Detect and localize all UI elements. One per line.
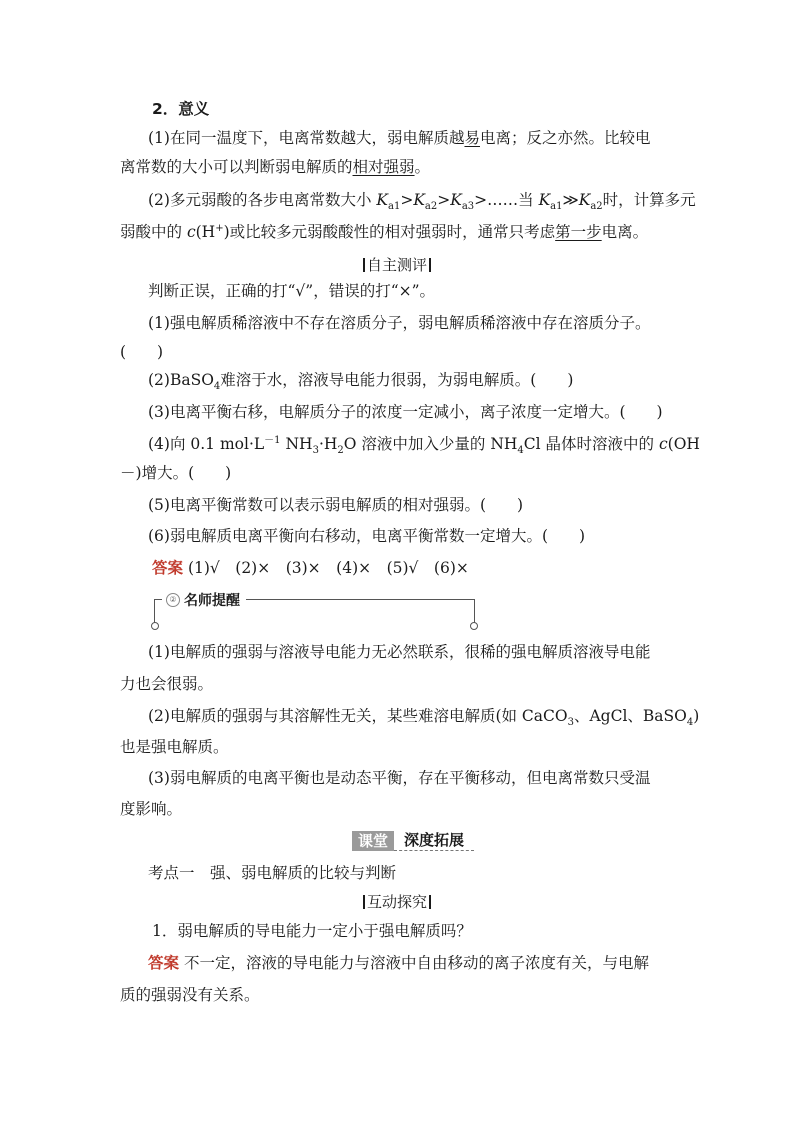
text: 电离。 (601, 223, 649, 241)
question-1: (1)强电解质稀溶液中不存在溶质分子，弱电解质稀溶液中存在溶质分子。 (148, 314, 651, 332)
text: >……当 (474, 191, 539, 209)
paragraph-line (120, 222, 648, 242)
question-2 (148, 370, 574, 393)
text: Cl 晶体时溶液中的 (523, 435, 659, 453)
tip-1: (1)电解质的强弱与溶液导电能力无必然联系，很稀的强电解质溶液导电能 (148, 643, 651, 661)
tip-3: (3)弱电解质的电离平衡也是动态平衡，存在平衡移动，但电离常数只受温 (148, 769, 651, 787)
heading-bar (429, 895, 431, 909)
text: 、AgCl、BaSO (573, 707, 687, 725)
text: 难溶于水，溶液导电能力很弱，为弱电解质。( ) (220, 371, 574, 389)
question-3: (3)电离平衡右移，电解质分子的浓度一定减小，离子浓度一定增大。( ) (148, 403, 663, 421)
underlined-answer: 相对强弱 (352, 158, 415, 176)
subscript: 4 (686, 717, 694, 729)
tip-frame-dot (151, 622, 159, 630)
text: (4)向 0.1 mol·L (148, 435, 265, 453)
banner-tag: 课堂 (352, 831, 394, 851)
var-c: c (658, 435, 668, 453)
tip-badge (162, 590, 246, 610)
tip-icon: ② (166, 593, 180, 607)
explore-question-1: 1．弱电解质的导电能力一定小于强电解质吗？ (152, 922, 472, 940)
heading-text: 自主测评 (366, 256, 427, 274)
subscript: 4 (213, 381, 221, 393)
underlined-answer: 第一步 (555, 223, 602, 241)
text: (OH (667, 435, 700, 453)
section-heading: 2．意义 (152, 100, 210, 118)
text: 电离；反之亦然。比较电 (479, 129, 651, 147)
tip-badge-label: 名师提醒 (184, 593, 240, 609)
text: 时，计算多元 (602, 191, 696, 209)
subscript: a2 (424, 201, 438, 213)
banner-title: 深度拓展 (394, 830, 474, 851)
underlined-answer: 易 (464, 129, 480, 147)
subscript: 3 (567, 717, 574, 729)
question-4 (148, 434, 700, 457)
text: > (400, 191, 414, 209)
answer-label: 答案 (152, 559, 184, 577)
tip-frame-dot (470, 622, 478, 630)
answer-text: 不一定，溶液的导电能力与溶液中自由移动的离子浓度有关，与电解 (179, 954, 649, 972)
explore-heading (0, 892, 794, 912)
explore-answer-1 (148, 953, 649, 973)
question-5: (5)电离平衡常数可以表示弱电解质的相对强弱。( ) (148, 496, 524, 514)
text: 。 (414, 158, 431, 176)
subscript: 3 (312, 445, 319, 457)
subscript: a1 (387, 201, 401, 213)
text: (2)电解质的强弱与其溶解性无关，某些难溶电解质(如 CaCO (148, 707, 568, 725)
text: － (120, 464, 136, 482)
tip-2-cont: 也是强电解质。 (120, 738, 229, 756)
superscript: －1 (264, 434, 281, 446)
heading-bar (363, 895, 365, 909)
text: 弱酸中的 (120, 223, 187, 241)
heading-text: 互动探究 (366, 893, 427, 911)
topic-title: 考点一 强、弱电解质的比较与判断 (148, 864, 397, 882)
tip-2 (148, 706, 700, 729)
explore-answer-1-cont: 质的强弱没有关系。 (120, 986, 260, 1004)
question-4-cont (120, 463, 231, 483)
var-k: K (450, 191, 462, 209)
var-k: K (578, 191, 591, 209)
subscript: 4 (517, 445, 524, 457)
paragraph-line (120, 157, 430, 177)
text: ·H (318, 435, 338, 453)
text: ≫ (562, 191, 579, 209)
answer-line (152, 558, 469, 578)
text: O 溶液中加入少量的 NH (343, 435, 518, 453)
var-k: K (413, 191, 425, 209)
text: )或比较多元弱酸酸性的相对强弱时，通常只考虑 (223, 223, 556, 241)
var-k: K (376, 191, 388, 209)
var-c: c (186, 223, 196, 241)
text: 离常数的大小可以判断弱电解质的 (120, 158, 353, 176)
paragraph-line (148, 128, 651, 148)
subscript: a3 (461, 201, 475, 213)
answer-text: (1)√ (2)× (3)× (4)× (5)√ (6)× (183, 559, 469, 577)
text: > (437, 191, 451, 209)
subscript: a2 (590, 201, 603, 213)
subscript: 2 (337, 445, 344, 457)
text: (H (195, 223, 216, 241)
text: (2)BaSO (148, 371, 214, 389)
subscript: a1 (550, 201, 563, 213)
answer-label: 答案 (148, 954, 180, 972)
text: NH (280, 435, 313, 453)
text: (1)在同一温度下，电离常数越大，弱电解质越 (148, 129, 465, 147)
var-k: K (538, 191, 551, 209)
heading-bar (429, 258, 431, 272)
self-test-heading (0, 255, 794, 275)
tip-1-cont: 力也会很弱。 (120, 675, 214, 693)
question-6: (6)弱电解质电离平衡向右移动，电离平衡常数一定增大。( ) (148, 527, 586, 545)
superscript: + (215, 222, 224, 234)
tip-3-cont: 度影响。 (120, 800, 183, 818)
text: (2)多元弱酸的各步电离常数大小 (148, 191, 377, 209)
section-banner (352, 830, 474, 851)
text: ) (693, 707, 700, 725)
instruction: 判断正误，正确的打“√”，错误的打“×”。 (148, 282, 436, 300)
paragraph-line (148, 190, 696, 213)
answer-blank: ( ) (120, 343, 164, 361)
heading-bar (363, 258, 365, 272)
text: )增大。( ) (135, 464, 232, 482)
